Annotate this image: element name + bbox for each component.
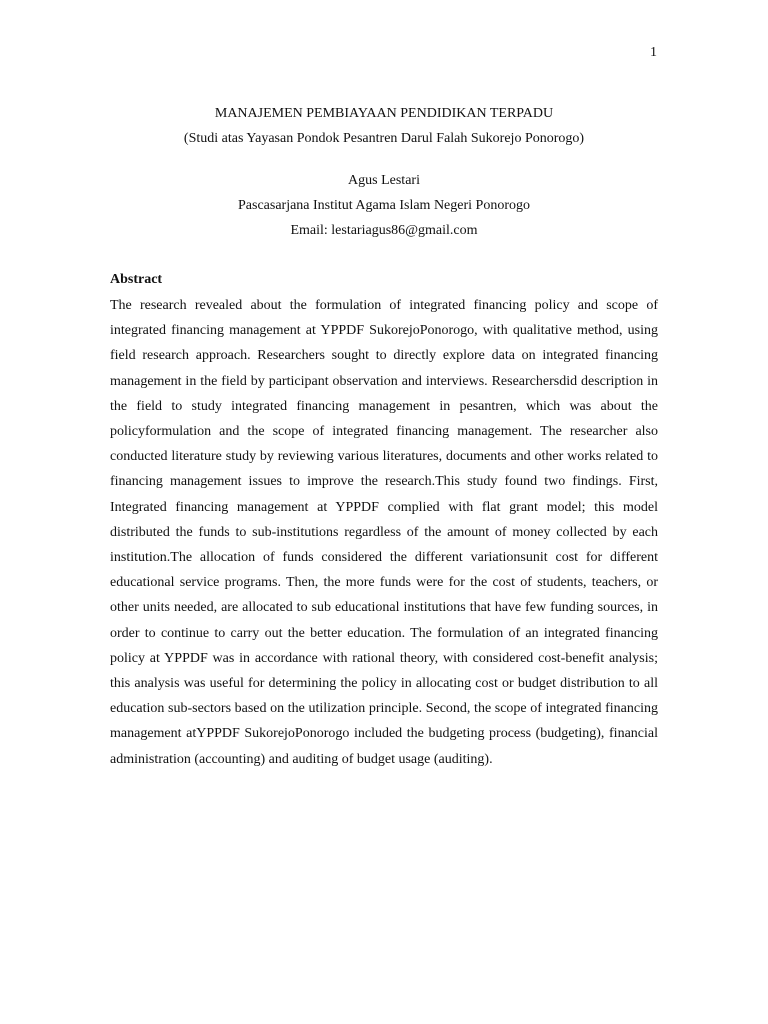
page-number: 1 [650,45,657,60]
paper-subtitle: (Studi atas Yayasan Pondok Pesantren Darul Falah Sukorejo Ponorogo) [183,131,585,146]
author-name: Agus Lestari [348,173,420,188]
paper-header [0,101,768,243]
author-email: Email: lestariagus86@gmail.com [290,223,478,238]
abstract-heading: Abstract [110,272,163,287]
abstract-section [110,270,658,772]
header-spacer [0,151,768,168]
paper-title: MANAJEMEN PEMBIAYAAN PENDIDIKAN TERPADU [214,106,554,121]
author-affiliation: Pascasarjana Institut Agama Islam Negeri Ponorogo [238,198,530,213]
abstract-body: The research revealed about the formulation of integrated financing policy and scope of integrated financing management at YPPDF SukorejoPonorogo, with qualitative method, using field research approach. Researchers sought to directly explore data on integrated financing management in the field by participant observation and interviews. Researchersdid description in the field to study integrated financing management in pesantren, which was about the policyformulation and the scope of integrated financing management. The researcher also conducted literature study by reviewing various literatures, documents and other works related to financing management issues to improve the research.This study found two findings. First, Integrated financing management at YPPDF complied with flat grant model; this model distributed the funds to sub-institutions regardless of the amount of money collected by each institution.The allocation of funds considered the different variationsunit cost for different educational service programs. Then, the more funds were for the cost of students, teachers, or other units needed, are allocated to sub educational institutions that have few funding sources, in order to continue to carry out the better education. The formulation of an integrated financing policy at YPPDF was in accordance with rational theory, with considered cost-benefit analysis; this analysis was useful for determining the policy in allocating cost or budget distribution to all education sub-sectors based on the utilization principle. Second, the scope of integrated financing management atYPPDF SukorejoPonorogo included the budgeting process (budgeting), financial administration (accounting) and auditing of budget usage (auditing). [110,298,658,767]
